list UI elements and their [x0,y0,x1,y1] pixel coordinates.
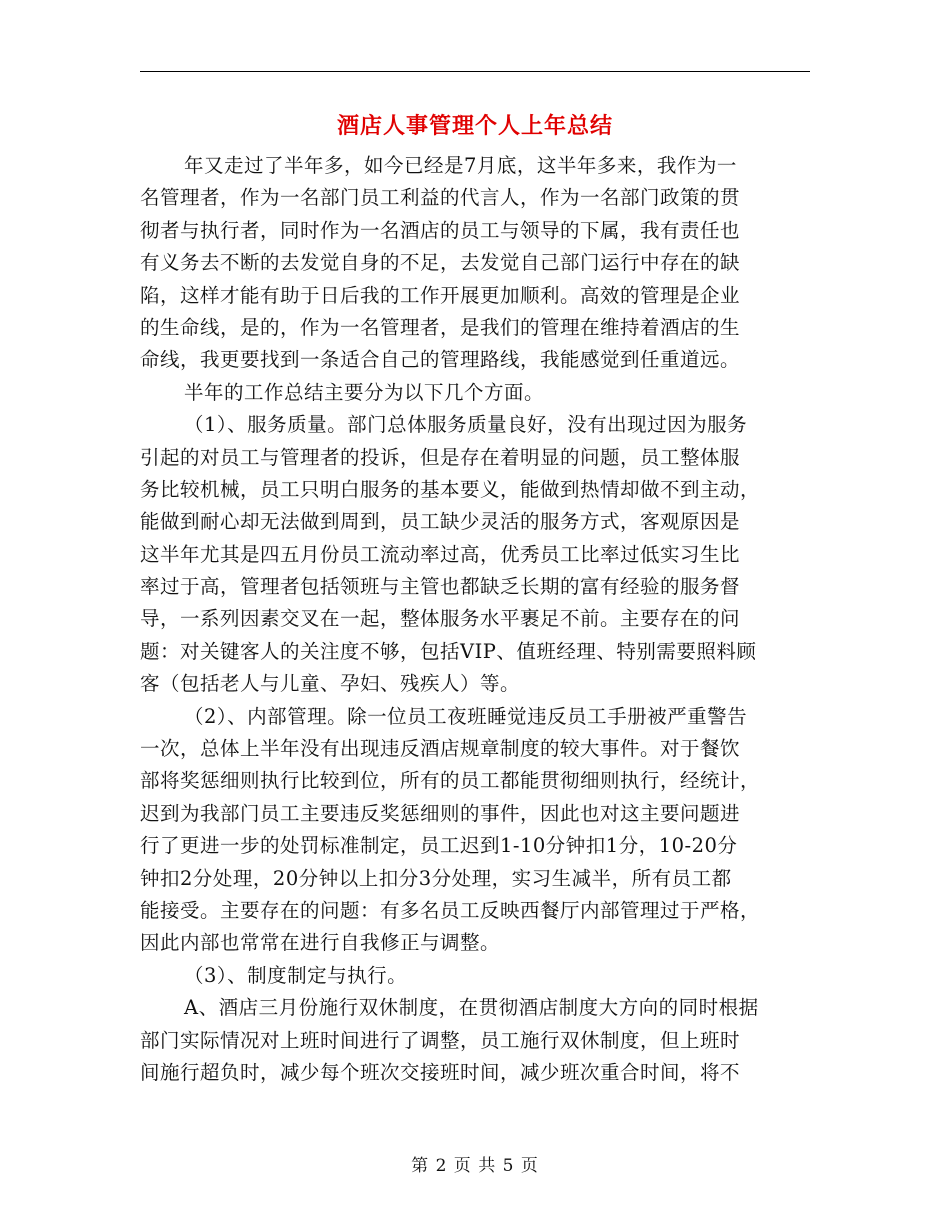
body-line: 彻者与执行者，同时作为一名酒店的员工与领导的下属，我有责任也 [140,218,741,242]
body-line: 的生命线，是的，作为一名管理者，是我们的管理在维持着酒店的生 [140,315,741,339]
document-title: 酒店人事管理个人上年总结 [336,113,613,139]
body-line: 行了更进一步的处罚标准制定，员工迟到1-10分钟扣1分，10-20分 [140,834,738,858]
page-number-footer: 第 2 页 共 5 页 [411,1156,539,1176]
body-line: 迟到为我部门员工主要违反奖惩细则的事件，因此也对这主要问题进 [140,801,741,825]
body-line: 题：对关键客人的关注度不够，包括VIP、值班经理、特别需要照料顾 [140,639,757,663]
body-line: （1）、服务质量。部门总体服务质量良好，没有出现过因为服务 [184,413,748,437]
body-line: 能接受。主要存在的问题：有多名员工反映西餐厅内部管理过于严格， [140,898,761,922]
body-line: 客（包括老人与儿童、孕妇、残疾人）等。 [140,672,521,696]
body-line: 年又走过了半年多，如今已经是7月底，这半年多来，我作为一 [184,154,737,177]
body-line: （3）、制度制定与执行。 [184,963,408,987]
body-line: 务比较机械，员工只明白服务的基本要义，能做到热情却做不到主动， [140,477,761,501]
body-line: 部门实际情况对上班时间进行了调整，员工施行双休制度，但上班时 [140,1028,741,1052]
document-body [140,150,810,1089]
body-line: 这半年尤其是四五月份员工流动率过高，优秀员工比率过低实习生比 [140,542,741,566]
body-line: 有义务去不断的去发觉自身的不足，去发觉自己部门运行中存在的缺 [140,251,741,275]
body-line: 导，一系列因素交叉在一起，整体服务水平裹足不前。主要存在的问 [140,607,741,631]
body-line: 能做到耐心却无法做到周到，员工缺少灵活的服务方式，客观原因是 [140,510,741,534]
body-line: 一次，总体上半年没有出现违反酒店规章制度的较大事件。对于餐饮 [140,737,741,761]
body-line: 命线，我更要找到一条适合自己的管理路线，我能感觉到任重道远。 [140,348,741,372]
body-line: 因此内部也常常在进行自我修正与调整。 [140,931,501,955]
body-line: 引起的对员工与管理者的投诉，但是存在着明显的问题，员工整体服 [140,445,741,469]
body-line: 陷，这样才能有助于日后我的工作开展更加顺利。高效的管理是企业 [140,283,741,307]
body-line: 钟扣2分处理，20分钟以上扣分3分处理，实习生减半，所有员工都 [140,866,732,890]
body-line: 半年的工作总结主要分为以下几个方面。 [184,380,545,404]
body-line: 名管理者，作为一名部门员工利益的代言人，作为一名部门政策的贯 [140,186,741,210]
body-line: 率过于高，管理者包括领班与主管也都缺乏长期的富有经验的服务督 [140,575,741,599]
body-line: （2）、内部管理。除一位员工夜班睡觉违反员工手册被严重警告 [184,704,748,728]
body-line: 间施行超负时，减少每个班次交接班时间，减少班次重合时间，将不 [140,1060,741,1084]
body-line: 部将奖惩细则执行比较到位，所有的员工都能贯彻细则执行，经统计， [140,769,761,793]
header-rule [140,71,810,72]
body-line: A、酒店三月份施行双休制度，在贯彻酒店制度大方向的同时根据 [184,996,759,1020]
